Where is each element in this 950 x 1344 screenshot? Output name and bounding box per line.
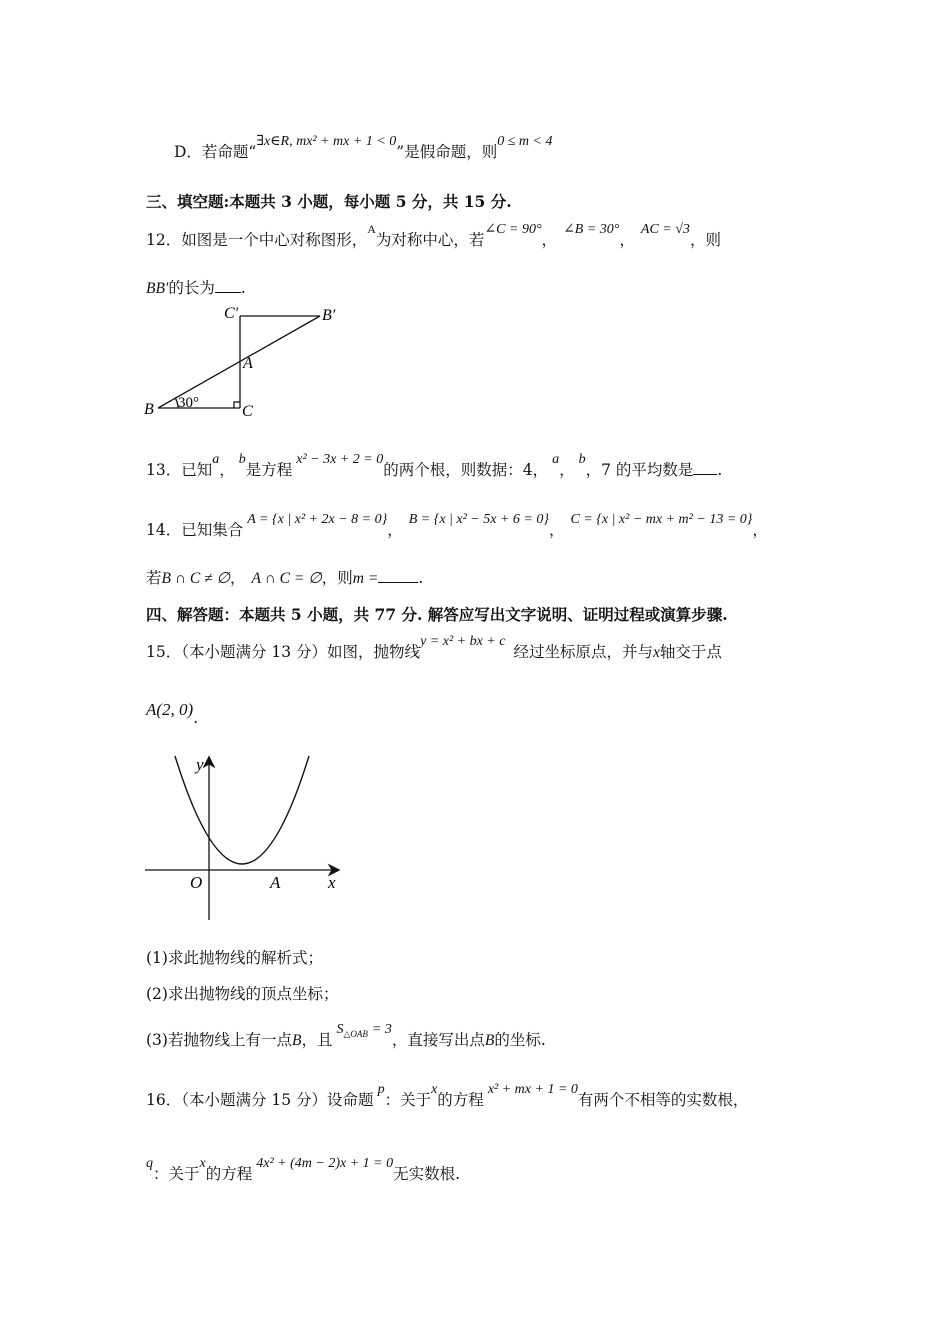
q15-sub3: (3)若抛物线上有一点B，且$S_{\triangle OAB} = 3$，直接写出点B的坐标.	[146, 1022, 546, 1049]
q14-line2: 若B ∩ C ≠ ∅， A ∩ C = ∅，则m = .	[146, 569, 424, 587]
q13-equation: x² − 3x + 2 = 0	[296, 452, 384, 467]
option-d-result: 0 ≤ m < 4	[497, 134, 553, 149]
q16-eq1: x² + mx + 1 = 0	[487, 1082, 578, 1097]
q15-graph	[140, 750, 350, 925]
q15-area: $S_{\triangle OAB} = 3$	[336, 1022, 392, 1039]
q12-angle-b: ∠B = 30°	[563, 222, 620, 237]
q12-figure	[140, 300, 360, 425]
label-b: B	[144, 401, 154, 418]
q16-eq2: 4x² + (4m − 2)x + 1 = 0	[256, 1156, 394, 1171]
q12-line1: 12．如图是一个中心对称图形，$^A$为对称中心，若∠C = 90°，∠B = 30°，AC = √3，则	[146, 222, 721, 249]
q15-sub2: (2)求出抛物线的顶点坐标；	[146, 985, 339, 1003]
q12-ac: AC = √3	[640, 222, 690, 237]
x-axis-label: x	[328, 873, 336, 892]
q12-bb-prime: BB′	[146, 280, 169, 297]
origin-label: O	[190, 873, 203, 892]
q13: 13．已知a，b是方程x² − 3x + 2 = 0的两个根，则数据：4，a，b，7 的平均数是 .	[146, 452, 723, 479]
label-c-prime: C′	[224, 305, 239, 322]
q13-answer-blank[interactable]	[693, 474, 717, 475]
label-b-prime: B′	[322, 307, 336, 324]
label-30-degrees: 30°	[178, 395, 199, 411]
point-a-label: A	[270, 873, 281, 892]
y-axis-label: y	[196, 755, 204, 774]
q12-line2: BB′的长为 .	[146, 279, 246, 297]
q14-set-a: A = {x | x² + 2x − 8 = 0}	[247, 512, 388, 527]
q12-angle-c: ∠C = 90°	[484, 222, 542, 237]
q12-answer-blank[interactable]	[215, 292, 241, 293]
q16-line2: q：关于x的方程4x² + (4m − 2)x + 1 = 0无实数根.	[146, 1156, 461, 1183]
q14-line1: 14．已知集合A = {x | x² + 2x − 8 = 0}，B = {x | x² − 5x + 6 = 0}，C = {x | x² − mx + m² − 13 = 0}，	[146, 512, 768, 539]
q16-line1: 16．（本小题满分 15 分）设命题p：关于x的方程x² + mx + 1 = 0有两个不相等的实数根，	[146, 1082, 749, 1109]
q14-set-b: B = {x | x² − 5x + 6 = 0}	[408, 512, 549, 527]
label-c: C	[242, 403, 253, 420]
q15-formula: y = x² + bx + c	[420, 634, 506, 649]
label-a: A	[243, 355, 253, 372]
right-angle-mark	[234, 402, 240, 408]
section-3-heading: 三、填空题:本题共 3 小题，每小题 5 分，共 15 分.	[146, 192, 512, 211]
q14-answer-blank[interactable]	[378, 582, 418, 583]
option-d: D．若命题“∃x∈R, mx² + mx + 1 < 0”是假命题，则0 ≤ m < 4	[174, 134, 553, 161]
q15-sub1: (1)求此抛物线的解析式；	[146, 949, 323, 967]
section-4-heading: 四、解答题：本题共 5 小题，共 77 分. 解答应写出文字说明、证明过程或演算步骤.	[146, 605, 728, 624]
q15-point: A(2, 0).	[146, 700, 199, 727]
option-d-formula: ∃x∈R, mx² + mx + 1 < 0	[256, 134, 397, 149]
q15-line1: 15．（本小题满分 13 分）如图，抛物线y = x² + bx + c经过坐标原点，并与x轴交于点	[146, 634, 722, 661]
q14-set-c: C = {x | x² − mx + m² − 13 = 0}	[570, 512, 753, 527]
